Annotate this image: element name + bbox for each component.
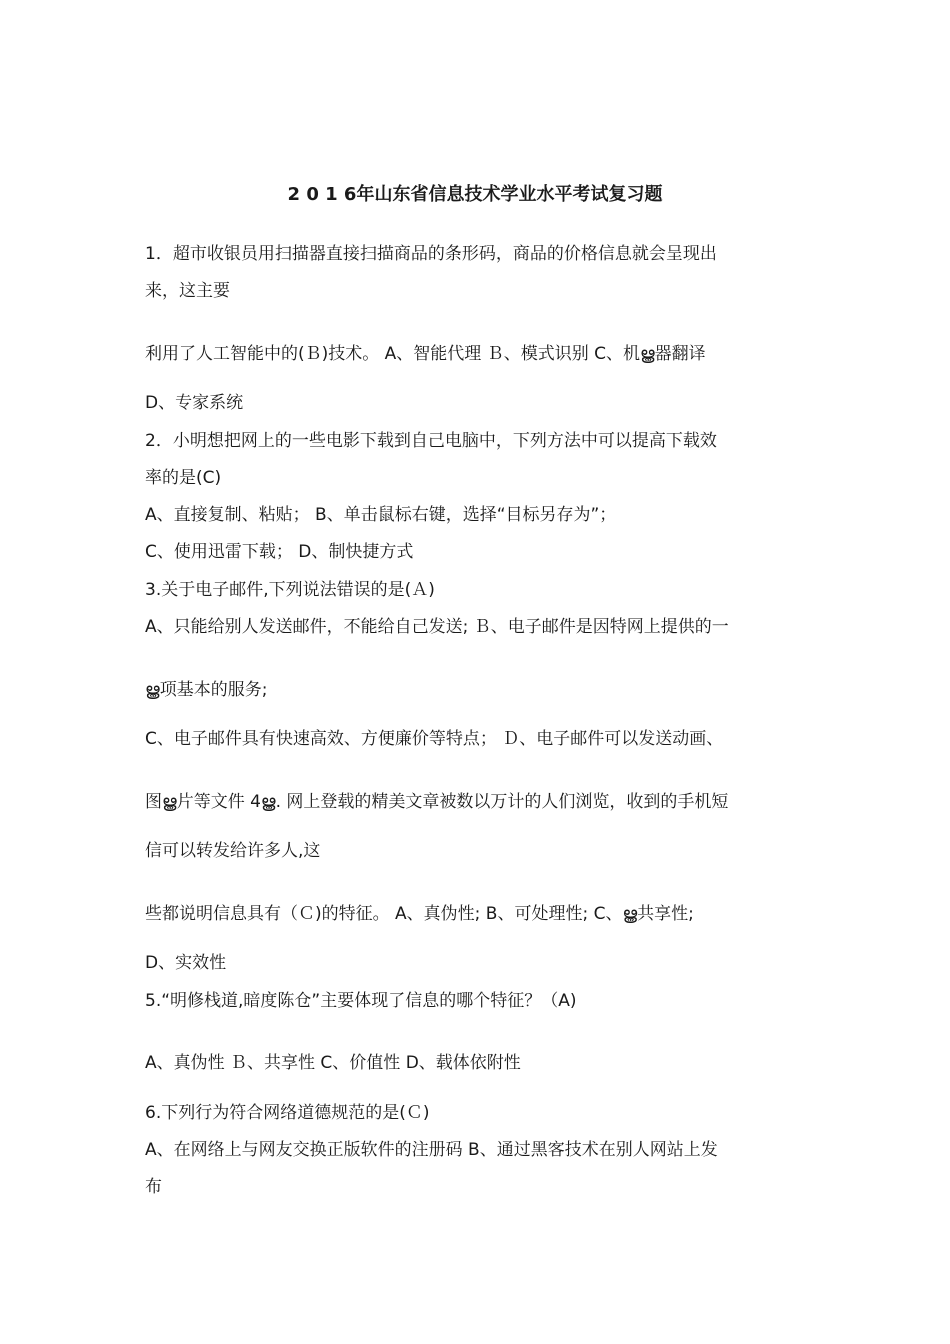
text-line: 2．小明想把网上的一些电影下载到自己电脑中，下列方法中可以提高下载效 xyxy=(145,431,717,451)
text-line: 布 xyxy=(145,1177,162,1197)
text-line: 图ൠ片等文件 4ൠ. 网上登载的精美文章被数以万计的人们浏览，收到的手机短 xyxy=(145,792,729,812)
text-line: 率的是(C) xyxy=(145,468,222,488)
text-line: ൠ项基本的服务; xyxy=(145,680,268,700)
text-line: A、在网络上与网友交换正版软件的注册码 B、通过黑客技术在别人网站上发 xyxy=(145,1140,718,1160)
text-line: 1．超市收银员用扫描器直接扫描商品的条形码，商品的价格信息就会呈现出 xyxy=(145,244,717,264)
text-line: A、直接复制、粘贴； B、单击鼠标右键，选择“目标另存为”； xyxy=(145,505,617,525)
text-line: D、实效性 xyxy=(145,953,227,973)
text-line: 3.关于电子邮件,下列说法错误的是(Ａ) xyxy=(145,580,435,600)
text-line: 些都说明信息具有（Ｃ)的特征。 A、真伪性; B、可处理性; C、ൠ共享性; xyxy=(145,904,694,924)
text-line: 信可以转发给许多人,这 xyxy=(145,841,321,861)
text-line: C、电子邮件具有快速高效、方便廉价等特点； Ｄ、电子邮件可以发送动画、 xyxy=(145,729,724,749)
text-line: 6.下列行为符合网络道德规范的是(Ｃ) xyxy=(145,1103,430,1123)
text-line: C、使用迅雷下载； D、制快捷方式 xyxy=(145,542,414,562)
text-line: 利用了人工智能中的(Ｂ)技术。 A、智能代理 Ｂ、模式识别 C、机ൠ器翻译 xyxy=(145,344,706,364)
text-line: A、只能给别人发送邮件，不能给自己发送; Ｂ、电子邮件是因特网上提供的一 xyxy=(145,617,729,637)
document-title: 2 0 1 6年山东省信息技术学业水平考试复习题 xyxy=(287,184,663,205)
text-line: 来，这主要 xyxy=(145,281,230,301)
text-line: A、真伪性 Ｂ、共享性 C、价值性 D、载体依附性 xyxy=(145,1053,521,1073)
text-line: 5.“明修栈道,暗度陈仓”主要体现了信息的哪个特征？（A) xyxy=(145,991,577,1011)
text-line: D、专家系统 xyxy=(145,393,244,413)
